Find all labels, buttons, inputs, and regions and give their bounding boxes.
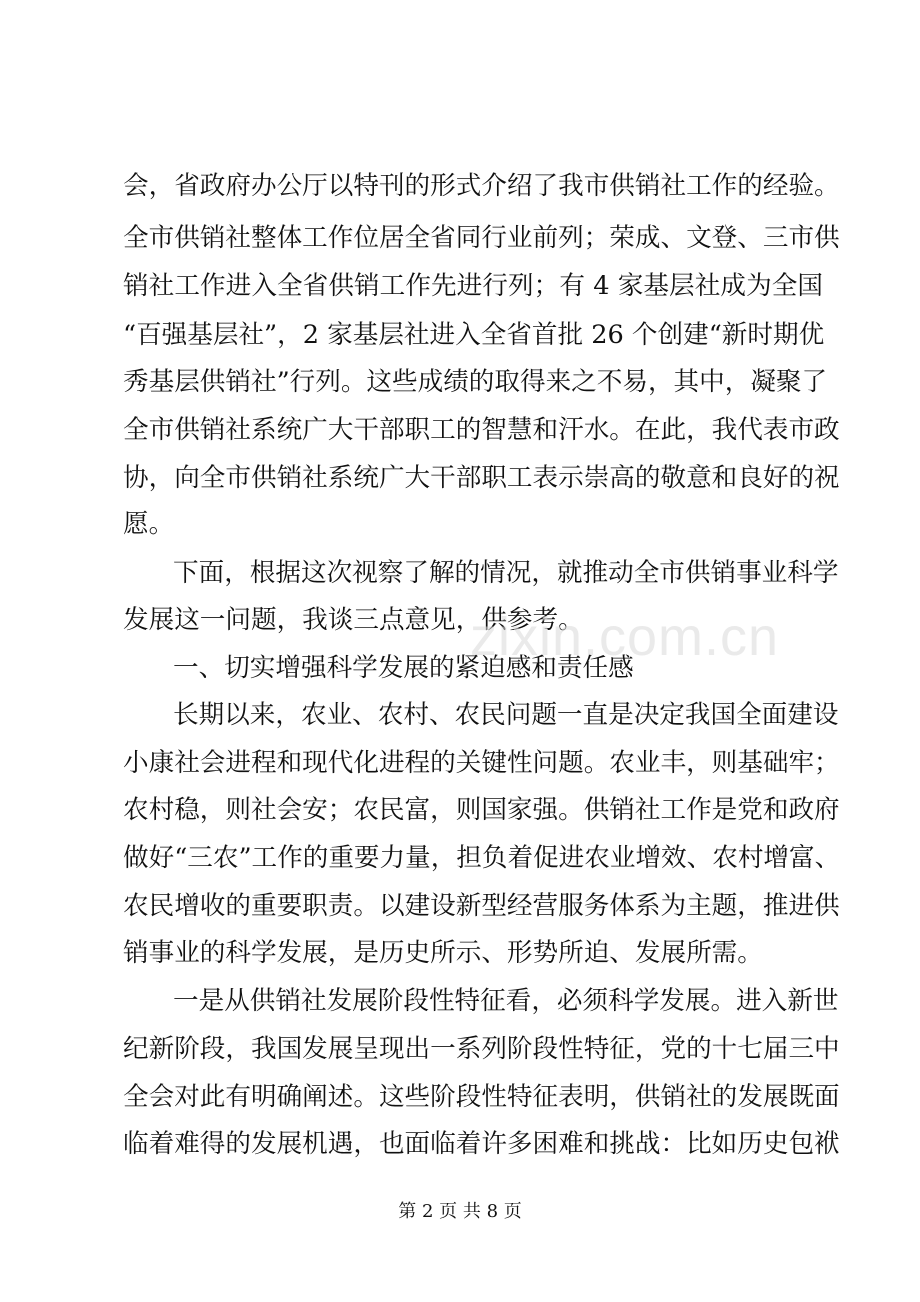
text-line: 会，省政府办公厅以特刊的形式介绍了我市供销社工作的经验。 (123, 171, 840, 201)
text-line: 农村稳，则社会安；农民富，则国家强。供销社工作是党和政府 (123, 795, 840, 825)
text-line: 临着难得的发展机遇，也面临着许多困难和挑战：比如历史包袱 (123, 1129, 840, 1159)
text-line: 小康社会进程和现代化进程的关键性问题。农业丰，则基础牢； (123, 748, 840, 778)
text-line: 长期以来，农业、农村、农民问题一直是决定我国全面建设 (173, 700, 839, 730)
text-line: 愿。 (123, 509, 175, 539)
text-line: “百强基层社”，2 家基层社进入全省首批 26 个创建“新时期优 (123, 320, 825, 350)
watermark: zixin.com.cn (470, 607, 780, 667)
text-line: 协，向全市供销社系统广大干部职工表示崇高的敬意和良好的祝 (123, 463, 840, 493)
text-line: 纪新阶段，我国发展呈现出一系列阶段性特征，党的十七届三中 (123, 1034, 840, 1064)
text-line: 做好“三农”工作的重要力量，担负着促进农业增效、农村增富、 (123, 843, 841, 873)
text-line: 农民增收的重要职责。以建设新型经营服务体系为主题，推进供 (123, 891, 840, 921)
text-line: 一是从供销社发展阶段性特征看，必须科学发展。进入新世 (173, 986, 839, 1016)
text-line: 全市供销社系统广大干部职工的智慧和汗水。在此，我代表市政 (123, 415, 840, 445)
section-heading: 一、切实增强科学发展的紧迫感和责任感 (173, 653, 634, 683)
text-line: 秀基层供销社”行列。这些成绩的取得来之不易，其中，凝聚了 (123, 367, 828, 397)
text-line: 下面，根据这次视察了解的情况，就推动全市供销事业科学 (173, 558, 839, 588)
page-footer: 第 2 页 共 8 页 (398, 1201, 522, 1222)
text-line: 销社工作进入全省供销工作先进行列；有 4 家基层社成为全国 (123, 271, 823, 301)
text-line: 销事业的科学发展，是历史所示、形势所迫、发展所需。 (123, 938, 763, 968)
text-line: 全市供销社整体工作位居全省同行业前列；荣成、文登、三市供 (123, 223, 840, 253)
text-line: 全会对此有明确阐述。这些阶段性特征表明，供销社的发展既面 (123, 1082, 840, 1112)
text-line: 发展这一问题，我谈三点意见，供参考。 (123, 605, 584, 635)
